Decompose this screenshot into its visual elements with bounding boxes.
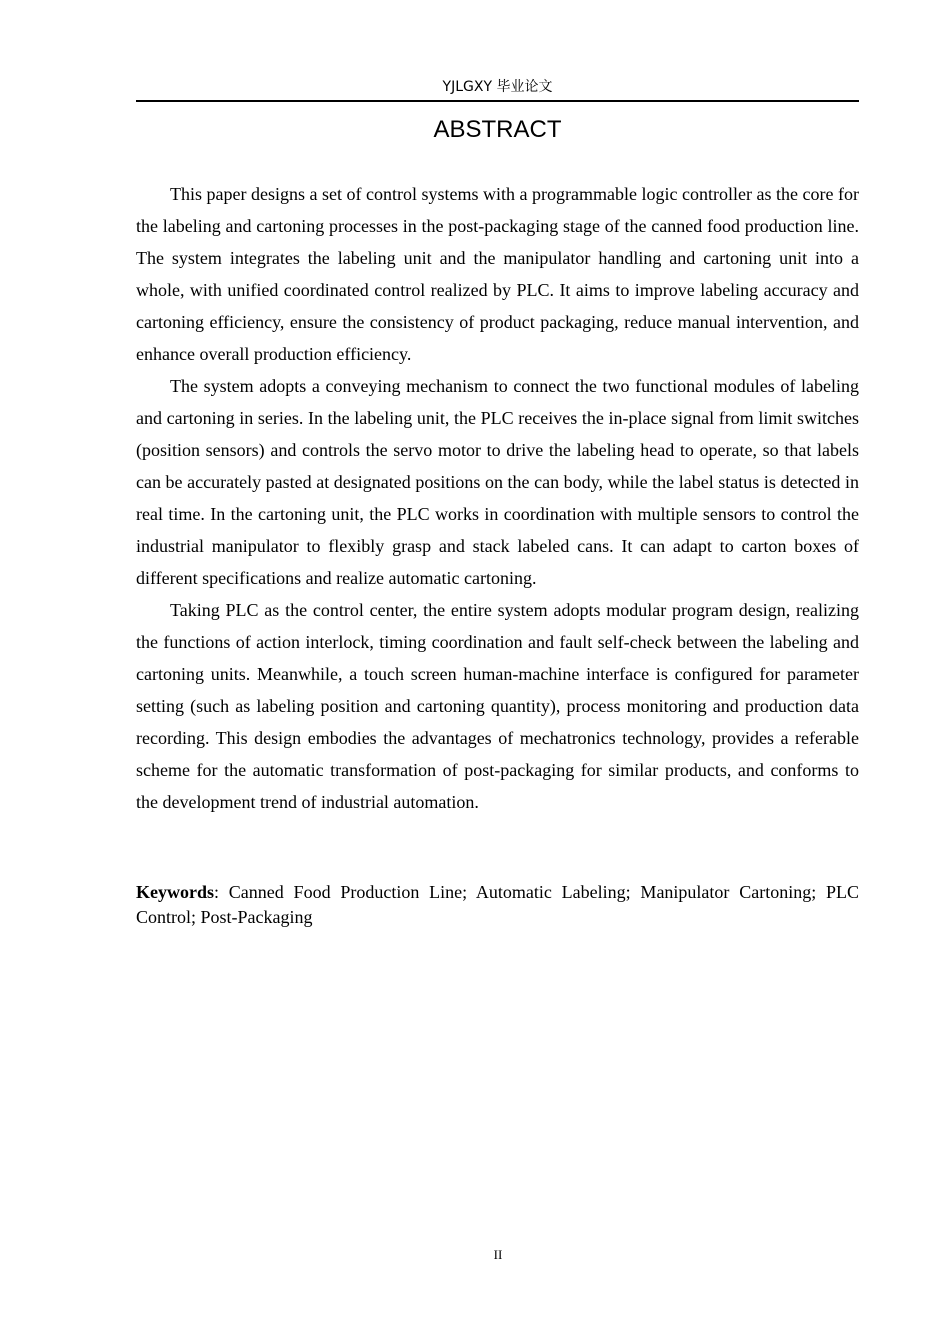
running-title: YJLGXY 毕业论文 xyxy=(442,79,553,95)
running-header xyxy=(136,76,859,102)
page-number: II xyxy=(493,1247,503,1262)
keywords-line xyxy=(136,880,859,930)
abstract-body xyxy=(136,178,859,818)
keywords-text: : Canned Food Production Line; Automatic Labeling; Manipulator Cartoning; PLC Control; Post-Packaging xyxy=(136,882,859,927)
abstract-title: ABSTRACT xyxy=(433,116,562,143)
abstract-paragraph-3: Taking PLC as the control center, the entire system adopts modular program design, realizing the functions of action interlock, timing coordination and fault self-check between the labeling and cartoning units. Meanwhile, a touch screen human-machine interface is configured for parameter setting (such as labeling position and cartoning quantity), process monitoring and production data recording. This design embodies the advantages of mechatronics technology, provides a referable scheme for the automatic transformation of post-packaging for similar products, and conforms to the development trend of industrial automation. xyxy=(136,600,859,812)
abstract-paragraph-2: The system adopts a conveying mechanism to connect the two functional modules of labeling and cartoning in series. In the labeling unit, the PLC receives the in-place signal from limit switches (position sensors) and controls the servo motor to drive the labeling head to operate, so that labels can be accurately pasted at designated positions on the can body, while the label status is detected in real time. In the cartoning unit, the PLC works in coordination with multiple sensors to control the industrial manipulator to flexibly grasp and stack labeled cans. It can adapt to carton boxes of different specifications and realize automatic cartoning. xyxy=(136,376,859,588)
abstract-paragraph-1: This paper designs a set of control systems with a programmable logic controller as the core for the labeling and cartoning processes in the post-packaging stage of the canned food production line. The system integrates the labeling unit and the manipulator handling and cartoning unit into a whole, with unified coordinated control realized by PLC. It aims to improve labeling accuracy and cartoning efficiency, ensure the consistency of product packaging, reduce manual intervention, and enhance overall production efficiency. xyxy=(136,184,859,364)
keywords-label: Keywords xyxy=(136,882,214,902)
